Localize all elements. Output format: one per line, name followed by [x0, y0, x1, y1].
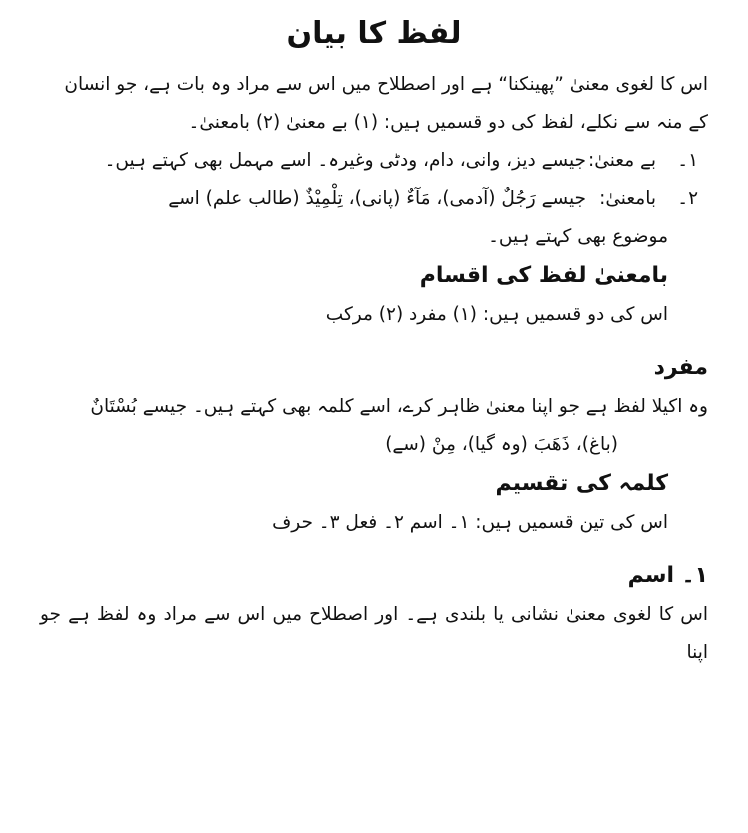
- type-item-meaningless: [40, 142, 708, 180]
- type-item-meaningful: [40, 180, 708, 218]
- mufrad-line-2: (باغ)، ذَهَبَ (وہ گیا)، مِنْ (سے): [385, 434, 618, 455]
- type-item-text: جیسے دیز، وانی، دام، ودٹی وغیرہ۔ اسے مہمل بھی کہتے ہیں۔: [104, 150, 586, 171]
- type-item-text: جیسے رَجُلٌ (آدمی)، مَآءٌ (پانی)، تِلْمِیْذٌ (طالب علم) اسے: [168, 188, 586, 209]
- section-heading-mufrad: مفرد: [653, 355, 708, 380]
- intro-line-1: اس کا لغوی معنیٰ ”پھینکنا“ ہے اور اصطلاح میں اس سے مراد وہ بات ہے، جو انسان: [64, 74, 708, 95]
- section-heading-kalima: کلمہ کی تقسیم: [495, 471, 668, 496]
- intro-line-2: کے منہ سے نکلے، لفظ کی دو قسمیں ہیں: (۱) بے معنیٰ (۲) بامعنیٰ۔: [188, 112, 708, 133]
- section-heading-meaningful-types: بامعنیٰ لفظ کی اقسام: [419, 263, 668, 288]
- type-item-label: بامعنیٰ:: [599, 188, 656, 209]
- mufrad-line-1: وہ اکیلا لفظ ہے جو اپنا معنیٰ ظاہر کرے، اسے کلمہ بھی کہتے ہیں۔ جیسے بُسْتَانٌ: [90, 396, 708, 417]
- type-item-label: بے معنیٰ:: [588, 150, 656, 171]
- section-text-ism: اس کا لغوی معنیٰ نشانی یا بلندی ہے۔ اور اصطلاح میں اس سے مراد وہ لفظ ہے جو اپنا: [40, 604, 708, 663]
- section-text-kalima: اس کی تین قسمیں ہیں: ۱۔ اسم ۲۔ فعل ۳۔ حرف: [272, 512, 668, 533]
- page-title: لفظ کا بیان: [286, 16, 462, 51]
- type-item-number: ۲۔: [677, 188, 698, 209]
- section-heading-ism: ۱۔ اسم: [627, 563, 708, 588]
- type-item-continuation: موضوع بھی کہتے ہیں۔: [488, 226, 668, 247]
- section-text-meaningful-types: اس کی دو قسمیں ہیں: (۱) مفرد (۲) مرکب: [325, 304, 668, 325]
- type-item-number: ۱۔: [677, 150, 698, 171]
